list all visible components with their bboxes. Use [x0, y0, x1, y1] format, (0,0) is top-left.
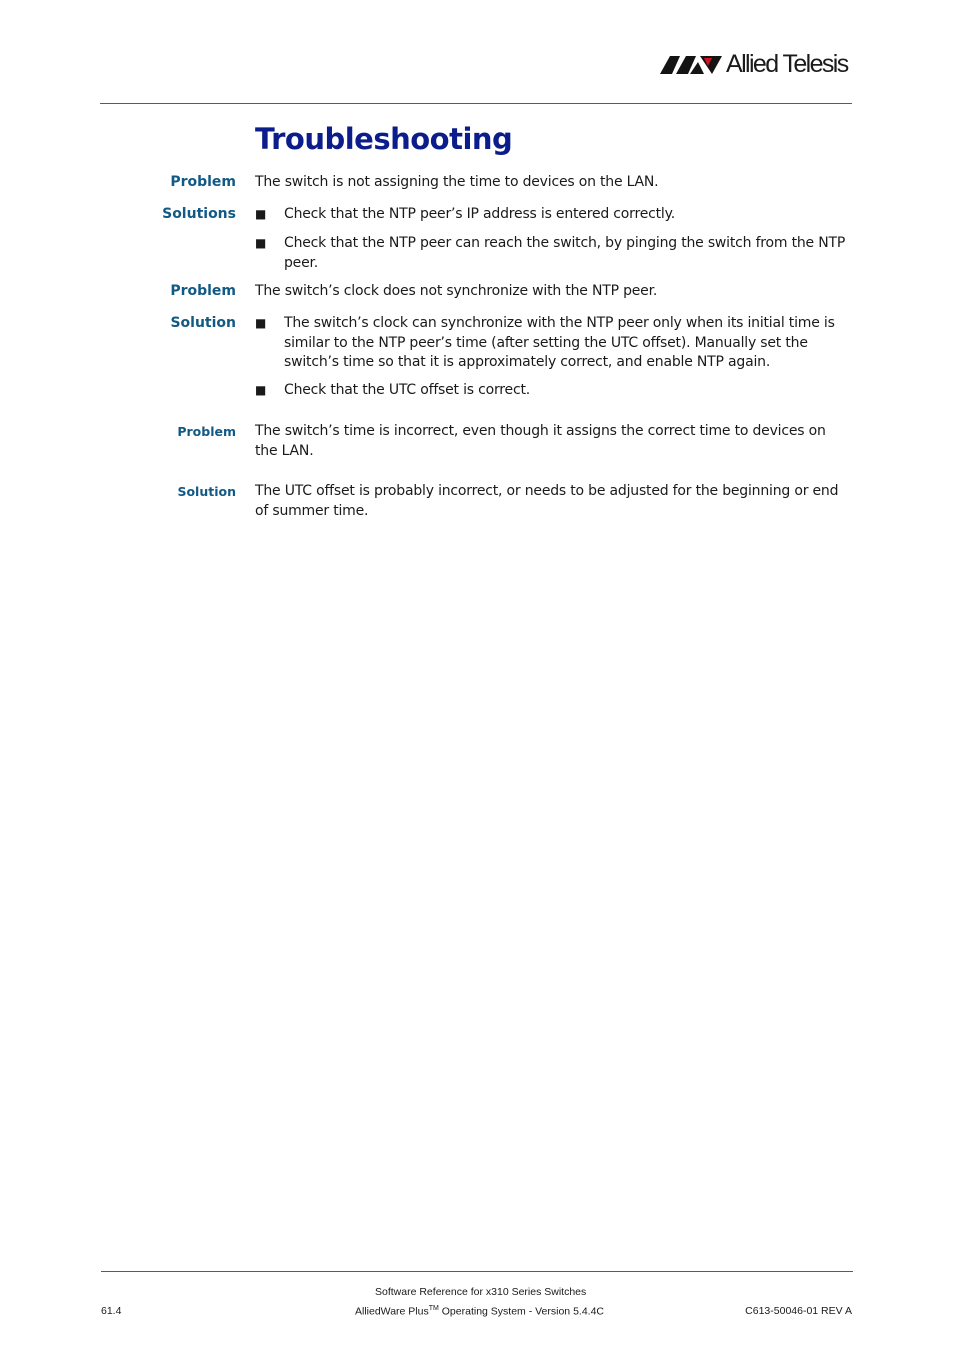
page-title: Troubleshooting — [255, 122, 513, 156]
section-label-solution: Solution — [177, 484, 236, 499]
problem-text: The switch is not assigning the time to devices on the LAN. — [255, 174, 659, 190]
footer-trademark: TM — [428, 1305, 439, 1312]
logo-text: Allied Telesis — [726, 50, 848, 78]
section-label-solution: Solution — [170, 315, 236, 331]
footer-version: Operating System - Version 5.4.4C — [438, 1305, 605, 1318]
bullet-marker: ■ — [255, 383, 267, 397]
footer-page-number: 61.4 — [101, 1305, 122, 1317]
section-label-problem: Problem — [170, 283, 236, 299]
problem-text: The switch’s clock does not synchronize with the NTP peer. — [255, 283, 658, 299]
footer-title: Software Reference for x310 Series Switches — [375, 1286, 587, 1298]
section-label-problem: Problem — [177, 424, 236, 439]
allied-telesis-logo-mark — [660, 54, 724, 74]
footer-rule — [101, 1271, 853, 1272]
section-label-solutions: Solutions — [162, 206, 236, 222]
allied-telesis-logo — [660, 50, 855, 80]
solution-text: The UTC offset is probably incorrect, or needs to be adjusted for the beginning or end of summer time. — [255, 483, 839, 519]
solution-bullet: Check that the UTC offset is correct. — [284, 382, 531, 398]
solution-bullet: Check that the NTP peer can reach the switch, by pinging the switch from the NTP peer. — [284, 235, 846, 271]
section-label-problem: Problem — [170, 174, 236, 190]
footer-product — [355, 1305, 604, 1318]
solution-bullet: Check that the NTP peer’s IP address is entered correctly. — [284, 206, 675, 222]
footer-doc-id: C613-50046-01 REV A — [745, 1305, 852, 1317]
footer-product-name: AlliedWare Plus — [355, 1305, 429, 1318]
problem-text: The switch’s time is incorrect, even though it assigns the correct time to devices on the LAN. — [255, 423, 826, 459]
bullet-marker: ■ — [255, 316, 267, 330]
header-rule — [100, 103, 852, 104]
bullet-marker: ■ — [255, 236, 267, 250]
bullet-marker: ■ — [255, 207, 267, 221]
solution-bullet: The switch’s clock can synchronize with the NTP peer only when its initial time is similar to the NTP peer’s time (after setting the UTC offset). Manually set the switch’s time so that it is approximately correct, and enable NTP again. — [284, 315, 835, 370]
